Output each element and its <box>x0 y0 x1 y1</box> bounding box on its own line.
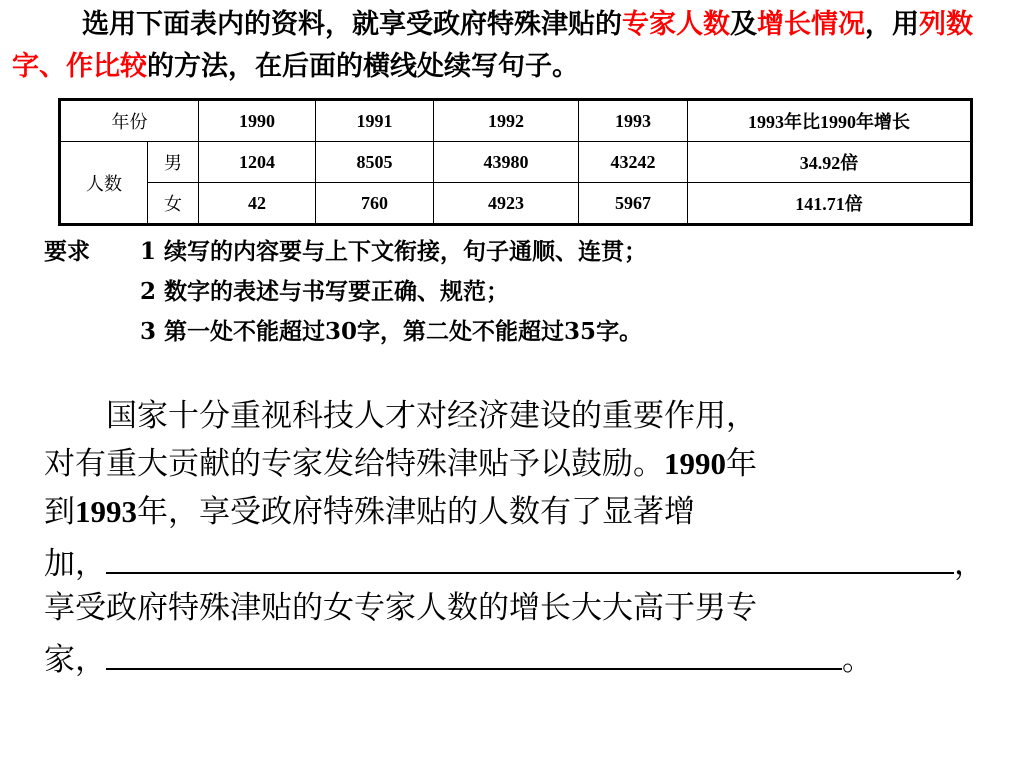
table-cell: 5967 <box>579 183 688 225</box>
requirement-text: 数字的表述与书写要正确、规范； <box>156 278 510 305</box>
table-cell: 42 <box>199 183 316 225</box>
requirements-block <box>44 232 647 352</box>
passage <box>44 392 994 680</box>
passage-line <box>44 632 994 680</box>
highlight-growth: 增长情况 <box>757 9 865 40</box>
passage-text: 加， <box>44 546 106 582</box>
instruction-part-4: 的方法，在后面的横线处续写句子。 <box>147 51 579 82</box>
passage-text: 享受政府特殊津贴的女专家人数的增长大大高于男专 <box>44 590 757 626</box>
requirement-item <box>44 312 647 352</box>
row-label-female: 女 <box>148 183 199 225</box>
passage-line <box>44 392 994 440</box>
row-group-label: 人数 <box>60 142 148 225</box>
row-label-male: 男 <box>148 142 199 183</box>
requirement-text: 第一处不能超过 <box>156 318 326 345</box>
table-cell: 1204 <box>199 142 316 183</box>
requirement-text: 续写的内容要与上下文衔接，句子通顺、连贯； <box>156 238 648 265</box>
instruction-text <box>12 4 1012 88</box>
instruction-part-2: 及 <box>730 9 757 40</box>
table-cell: 760 <box>316 183 434 225</box>
header-growth-label: 1993年比1990年增长 <box>688 100 972 142</box>
header-year-label: 年份 <box>60 100 199 142</box>
header-year: 1991 <box>316 100 434 142</box>
passage-text: 国家十分重视科技人才对经济建设的重要作用， <box>44 398 757 434</box>
passage-line <box>44 440 994 488</box>
table-cell: 43242 <box>579 142 688 183</box>
instruction-part-3: ，用 <box>865 9 919 40</box>
requirement-number: 1 <box>140 238 157 265</box>
table-cell: 8505 <box>316 142 434 183</box>
passage-text: 到 <box>44 494 75 530</box>
passage-text: 年 <box>726 446 757 482</box>
answer-blank-first[interactable] <box>106 536 954 574</box>
answer-blank-second[interactable] <box>106 632 842 670</box>
header-year: 1993 <box>579 100 688 142</box>
requirement-text: 字，第二处不能超过 <box>357 318 565 345</box>
requirement-item <box>44 272 647 312</box>
requirement-number: 3 <box>140 318 157 345</box>
header-year: 1992 <box>434 100 579 142</box>
requirement-item <box>44 232 647 272</box>
table-cell-growth: 34.92倍 <box>688 142 972 183</box>
highlight-method: 列数字、作比较 <box>12 9 973 82</box>
requirements-lead: 要求 <box>44 238 90 265</box>
instruction-part-1: 选用下面表内的资料，就享受政府特殊津贴的 <box>82 9 622 40</box>
table-header-row <box>60 100 972 142</box>
passage-year-end: 1993 <box>75 494 137 529</box>
requirement-limit-first: 30 <box>325 318 358 345</box>
requirement-number: 2 <box>140 278 157 305</box>
expert-data-table <box>58 98 973 226</box>
passage-text: 家， <box>44 642 106 678</box>
passage-text: 。 <box>842 642 873 678</box>
passage-line <box>44 488 994 536</box>
passage-line <box>44 584 994 632</box>
table-cell: 4923 <box>434 183 579 225</box>
highlight-expert-count: 专家人数 <box>622 9 730 40</box>
table-row-female <box>60 183 972 225</box>
table-row-male <box>60 142 972 183</box>
passage-text: 年，享受政府特殊津贴的人数有了显著增 <box>137 494 695 530</box>
passage-text: ， <box>954 546 985 582</box>
table-cell: 43980 <box>434 142 579 183</box>
table-cell-growth: 141.71倍 <box>688 183 972 225</box>
requirement-limit-second: 35 <box>564 318 597 345</box>
header-year: 1990 <box>199 100 316 142</box>
passage-year-start: 1990 <box>664 446 726 481</box>
passage-line <box>44 536 994 584</box>
passage-text: 对有重大贡献的专家发给特殊津贴予以鼓励。 <box>44 446 664 482</box>
requirement-text: 字。 <box>596 318 643 345</box>
